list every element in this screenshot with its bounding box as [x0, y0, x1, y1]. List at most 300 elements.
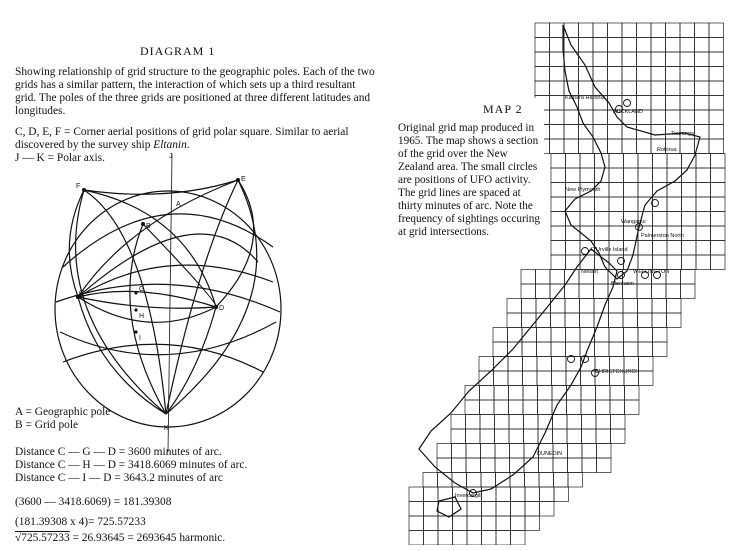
grid-cell: [494, 371, 509, 386]
ufo-circle: [618, 272, 625, 279]
grid-cell: [525, 502, 540, 517]
corner-note: [15, 126, 375, 152]
grid-cell: [564, 52, 579, 67]
grid-cell: [566, 342, 581, 357]
grid-cell: [581, 371, 596, 386]
grid-cell: [609, 226, 624, 241]
grid-cell: [709, 52, 724, 67]
grid-cell: [682, 168, 697, 183]
grid-cell: [482, 531, 497, 546]
grid-cell: [539, 458, 554, 473]
grid-cell: [550, 110, 565, 125]
grid-cell: [667, 313, 682, 328]
grid-cell: [509, 415, 524, 430]
grid-cell: [624, 183, 639, 198]
grid-cell: [666, 23, 681, 38]
grid-cell: [709, 23, 724, 38]
grid-cell: [695, 139, 710, 154]
grid-cell: [581, 386, 596, 401]
grid-cell: [508, 371, 523, 386]
grid-cell: [696, 154, 711, 169]
grid-cell: [653, 241, 668, 256]
latitude: [63, 344, 263, 372]
grid-cell: [622, 23, 637, 38]
grid-cell: [680, 67, 695, 82]
grid-cell: [653, 168, 668, 183]
grid-cell: [682, 255, 697, 270]
grid-cell: [666, 38, 681, 53]
grid-cell: [580, 197, 595, 212]
point-g: [134, 291, 137, 294]
place-durville-island: D'Urville Island: [591, 247, 628, 253]
grid-cell: [536, 284, 551, 299]
legend-geographic-pole: A = Geographic pole: [15, 406, 111, 418]
grid-cell: [552, 357, 567, 372]
calculation-1: (3600 — 3418.6069) = 181.39308: [15, 496, 172, 508]
grid-cell: [550, 139, 565, 154]
grid-cell: [624, 197, 639, 212]
grid-cell: [510, 444, 525, 459]
grid-cell: [680, 38, 695, 53]
grid-cell: [537, 328, 552, 343]
grid-cell: [667, 255, 682, 270]
grid-cell: [579, 284, 594, 299]
grid-cell: [696, 226, 711, 241]
grid-cell: [522, 299, 537, 314]
grid-cell: [622, 81, 637, 96]
grid-cell: [524, 429, 539, 444]
grid-cell: [540, 502, 555, 517]
north-island-coast: [563, 25, 700, 279]
grid-cell: [680, 110, 695, 125]
grid-cell: [438, 531, 453, 546]
grid-cell: [451, 429, 466, 444]
legend-grid-pole: B = Grid pole: [15, 419, 79, 431]
grid-cell: [595, 342, 610, 357]
grid-cell: [550, 81, 565, 96]
grid-cell: [696, 168, 711, 183]
grid-cell: [523, 386, 538, 401]
grid-cell: [666, 67, 681, 82]
grid-cell: [467, 473, 482, 488]
grid-cell: [695, 81, 710, 96]
grid-cell: [709, 125, 724, 140]
grid-cell: [711, 241, 726, 256]
grid-cell: [564, 23, 579, 38]
grid-cell: [597, 444, 612, 459]
grid-cell: [711, 226, 726, 241]
grid-cell: [652, 284, 667, 299]
grid-cell: [680, 96, 695, 111]
grid-cell: [481, 444, 496, 459]
grid-cell: [551, 255, 566, 270]
grid-cell: [525, 473, 540, 488]
grid-cell: [553, 415, 568, 430]
calculation-2: (181.39308 x 4)= 725.57233: [15, 516, 146, 528]
grid-cell: [696, 183, 711, 198]
point-i: [134, 330, 137, 333]
grid-cell: [496, 487, 511, 502]
grid-cell: [638, 328, 653, 343]
grid-cell: [509, 429, 524, 444]
grid-cell: [564, 110, 579, 125]
label-f: F: [76, 183, 81, 190]
grid-cell: [610, 400, 625, 415]
grid-cell: [553, 458, 568, 473]
grid-cell: [511, 502, 526, 517]
grid-cell: [651, 67, 666, 82]
grid-cell: [682, 241, 697, 256]
grid-cell: [537, 371, 552, 386]
meridian: [78, 297, 166, 414]
grid-cell: [709, 110, 724, 125]
grid-cell: [682, 212, 697, 227]
meridian: [130, 224, 166, 414]
grid-cell: [551, 197, 566, 212]
grid-cell: [695, 96, 710, 111]
grid-cell: [593, 52, 608, 67]
grid-cell: [467, 502, 482, 517]
grid-cell: [538, 386, 553, 401]
grid-cell: [682, 197, 697, 212]
grid-cell: [580, 299, 595, 314]
place-wanganui: Wanganui: [621, 219, 646, 225]
grid-cell: [625, 386, 640, 401]
distance-cid: Distance C — I — D = 3643.2 minutes of arc: [15, 472, 223, 484]
grid-cell: [596, 386, 611, 401]
grid-cell: [579, 81, 594, 96]
grid-cell: [496, 516, 511, 531]
grid-cell: [637, 96, 652, 111]
grid-cell: [608, 52, 623, 67]
grid-cell: [538, 400, 553, 415]
grid-cell: [638, 168, 653, 183]
grid-cell: [580, 313, 595, 328]
grid-cell: [623, 299, 638, 314]
grid-cell: [566, 197, 581, 212]
grid-cell: [551, 168, 566, 183]
grid-cell: [568, 473, 583, 488]
grid-cell: [495, 444, 510, 459]
place-kaipara-harbour: Kaipara Harbour: [565, 95, 606, 101]
grid-cell: [479, 371, 494, 386]
corner-note-end: .: [186, 139, 190, 151]
distance-chd: Distance C — H — D = 3418.6069 minutes of arc.: [15, 459, 248, 471]
grid-cell: [680, 52, 695, 67]
grid-cell: [651, 81, 666, 96]
grid-cell: [667, 241, 682, 256]
grid-cell: [424, 487, 439, 502]
grid-cell: [711, 212, 726, 227]
grid-arc: [69, 190, 84, 297]
grid-cell: [609, 183, 624, 198]
grid-cell: [510, 473, 525, 488]
grid-cell: [466, 444, 481, 459]
grid-cell: [667, 197, 682, 212]
grid-cell: [696, 212, 711, 227]
grid-cell: [638, 313, 653, 328]
grid-cell: [609, 313, 624, 328]
grid-cell: [409, 516, 424, 531]
grid-cell: [597, 458, 612, 473]
grid-cell: [622, 38, 637, 53]
grid-cell: [638, 299, 653, 314]
diagram-description: Showing relationship of grid structure to the geographic poles. Each of the two grids has a similar pattern, the interaction of which sets up a third resultant grid. The poles of the three grids are positioned at three different latitudes and longitudes.: [15, 66, 375, 117]
grid-cell: [467, 531, 482, 546]
grid-cell: [535, 81, 550, 96]
label-d: D: [219, 305, 225, 312]
grid-cell: [709, 81, 724, 96]
grid-cell: [653, 255, 668, 270]
grid-cell: [551, 342, 566, 357]
grid-cell: [637, 139, 652, 154]
grid-cell: [711, 183, 726, 198]
grid-cell: [566, 168, 581, 183]
grid-cell: [525, 516, 540, 531]
grid-cell: [566, 154, 581, 169]
grid-cell: [579, 23, 594, 38]
place-nelson: Nelson: [581, 269, 599, 275]
label-h: H: [139, 313, 145, 320]
grid-cell: [696, 255, 711, 270]
grid-cell: [582, 429, 597, 444]
grid-cell: [494, 386, 509, 401]
grid-cell: [638, 154, 653, 169]
grid-cell: [667, 154, 682, 169]
grid-cell: [594, 284, 609, 299]
grid-cell: [465, 400, 480, 415]
grid-cell: [537, 342, 552, 357]
label-j: J: [169, 153, 173, 160]
grid-cell: [453, 516, 468, 531]
meridian: [166, 307, 216, 414]
grid-cell: [554, 487, 569, 502]
label-g: G: [139, 286, 145, 293]
grid-cell: [580, 168, 595, 183]
grid-cell: [596, 429, 611, 444]
grid-cell: [637, 81, 652, 96]
grid-cell: [494, 400, 509, 415]
label-i: I: [139, 335, 141, 342]
grid-cell: [651, 23, 666, 38]
grid-cell: [695, 23, 710, 38]
grid-cell: [536, 313, 551, 328]
grid-cell: [638, 255, 653, 270]
map-description: Original grid map produced in 1965. The map shows a section of the grid over the New Zealand area. The small circles are positions of UFO activity. The grid lines are spaced at thirty minutes of arc. Note the frequency of sightings occuring at grid intersections.: [398, 122, 540, 238]
meridian: [84, 190, 166, 414]
grid-cell: [622, 125, 637, 140]
grid-cell: [409, 502, 424, 517]
point-h: [134, 308, 137, 311]
grid-cell: [540, 487, 555, 502]
grid-cell: [608, 96, 623, 111]
grid-cell: [466, 429, 481, 444]
grid-cell: [508, 357, 523, 372]
grid-cell: [609, 299, 624, 314]
grid-cell: [652, 299, 667, 314]
grid-cell: [564, 139, 579, 154]
grid-cell: [451, 415, 466, 430]
grid-cell: [680, 139, 695, 154]
grid-cell: [711, 197, 726, 212]
grid-cell: [480, 386, 495, 401]
grid-cell: [480, 415, 495, 430]
grid-cell: [509, 386, 524, 401]
grid-cell: [511, 516, 526, 531]
grid-cell: [551, 183, 566, 198]
place-new-plymouth: New Plymouth: [565, 187, 601, 193]
meridian: [63, 214, 273, 267]
grid-cell: [581, 400, 596, 415]
grid-cell: [568, 458, 583, 473]
grid-cell: [507, 313, 522, 328]
label-k: K: [164, 425, 169, 432]
label-c: C: [79, 290, 85, 297]
grid-cell: [609, 328, 624, 343]
point-f: [82, 188, 86, 192]
grid-cell: [551, 313, 566, 328]
grid-cell: [551, 212, 566, 227]
grid-cell: [595, 328, 610, 343]
place-christchurch: CHRISTCHURCH: [595, 369, 640, 375]
grid-cell: [610, 386, 625, 401]
grid-cell: [438, 502, 453, 517]
grid-cell: [608, 67, 623, 82]
grid-cell: [595, 212, 610, 227]
grid-cell: [479, 357, 494, 372]
grid-cell: [609, 342, 624, 357]
grid-cell: [564, 125, 579, 140]
grid-cell: [566, 255, 581, 270]
grid-arc: [84, 180, 238, 194]
grid-cell: [466, 415, 481, 430]
grid-cell: [608, 81, 623, 96]
grid-cell: [493, 342, 508, 357]
grid-cell: [438, 516, 453, 531]
new-zealand-grid-map: [395, 5, 747, 545]
place-dunedin: DUNEDIN: [537, 451, 563, 457]
grid-cell: [579, 139, 594, 154]
grid-cell: [552, 371, 567, 386]
grid-cell: [711, 168, 726, 183]
grid-cell: [550, 67, 565, 82]
grid-cell: [551, 241, 566, 256]
grid-cell: [539, 473, 554, 488]
grid-cell: [523, 400, 538, 415]
grid-cell: [565, 284, 580, 299]
calculation-3: [15, 532, 225, 544]
grid-cell: [453, 531, 468, 546]
grid-cell: [637, 38, 652, 53]
grid-cell: [495, 458, 510, 473]
grid-cell: [593, 23, 608, 38]
grid-cell: [523, 357, 538, 372]
grid-cell: [423, 473, 438, 488]
grid-cell: [480, 429, 495, 444]
grid-cell: [566, 226, 581, 241]
grid-cell: [609, 154, 624, 169]
grid-cell: [535, 23, 550, 38]
harmonic-result: = 26.93645 = 2693645 harmonic.: [69, 532, 226, 544]
grid-cell: [553, 429, 568, 444]
grid-cell: [567, 429, 582, 444]
grid-cell: [611, 415, 626, 430]
grid-cell: [593, 67, 608, 82]
place-wellington: WELLINGTON: [633, 269, 670, 275]
grid-cell: [523, 371, 538, 386]
grid-cell: [493, 328, 508, 343]
grid-cell: [551, 226, 566, 241]
grid-cell: [638, 183, 653, 198]
grid-cell: [608, 139, 623, 154]
place-auckland: AUCKLAND: [613, 109, 643, 115]
grid-cell: [667, 299, 682, 314]
grid-cell: [550, 52, 565, 67]
grid-cell: [496, 502, 511, 517]
grid-cell: [651, 125, 666, 140]
grid-cell: [521, 270, 536, 285]
grid-cell: [637, 23, 652, 38]
grid-cell: [550, 23, 565, 38]
grid-cell: [653, 212, 668, 227]
grid-cell: [552, 386, 567, 401]
grid-cell: [709, 67, 724, 82]
grid-cell: [566, 328, 581, 343]
grid-cell: [638, 342, 653, 357]
grid-cell: [550, 125, 565, 140]
grid-cell: [695, 110, 710, 125]
grid-cell: [521, 284, 536, 299]
grid-cell: [566, 241, 581, 256]
grid-cell: [481, 473, 496, 488]
grid-cell: [582, 458, 597, 473]
grid-cell: [567, 400, 582, 415]
grid-cell: [593, 38, 608, 53]
grid-cell: [565, 313, 580, 328]
grid-cell: [695, 52, 710, 67]
grid-cell: [424, 531, 439, 546]
grid-cell: [596, 415, 611, 430]
grid-cell: [624, 168, 639, 183]
grid-cell: [666, 52, 681, 67]
label-a: A: [176, 201, 181, 208]
grid-cell: [409, 531, 424, 546]
grid-cell: [622, 139, 637, 154]
grid-cell: [651, 96, 666, 111]
grid-cell: [580, 255, 595, 270]
ship-name: Eltanin: [153, 139, 187, 151]
grid-cell: [695, 125, 710, 140]
grid-cell: [452, 444, 467, 459]
grid-cell: [611, 429, 626, 444]
stewart-island-coast: [437, 497, 461, 517]
grid-cell: [595, 226, 610, 241]
grid-cell: [696, 241, 711, 256]
grid-cell: [595, 197, 610, 212]
grid-cell: [535, 38, 550, 53]
grid-cell: [550, 284, 565, 299]
grid-cell: [637, 52, 652, 67]
point-d: [214, 305, 218, 309]
grid-cell: [509, 400, 524, 415]
grid-cell: [624, 328, 639, 343]
grid-cell: [424, 516, 439, 531]
grid-cell: [653, 328, 668, 343]
grid-cell: [482, 502, 497, 517]
place-tauranga: Tauranga: [671, 131, 694, 137]
grid-cell: [525, 487, 540, 502]
grid-cell: [536, 270, 551, 285]
